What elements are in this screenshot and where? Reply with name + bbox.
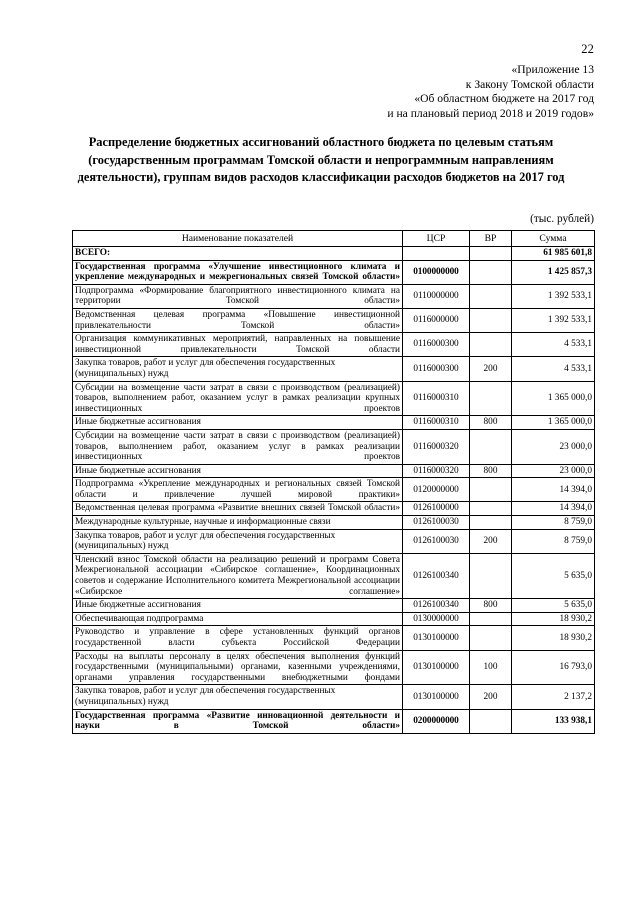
- cell-amount: 2 137,2: [512, 685, 595, 709]
- cell-indicator-name: Ведомственная целевая программа «Повышение инвестиционной привлекательности Томской области»: [73, 308, 403, 332]
- cell-indicator-name: Субсидии на возмещение части затрат в связи с производством (реализацией) товаров, выполнением работ, оказанием услуг в рамках реализации инвестиционных проектов: [73, 429, 403, 464]
- cell-vr-code: [470, 429, 512, 464]
- cell-indicator-name: Государственная программа «Улучшение инвестиционного климата и укрепление международных и межрегиональных связей Томской области»: [73, 260, 403, 284]
- cell-amount: 4 533,1: [512, 333, 595, 357]
- cell-vr-code: [470, 284, 512, 308]
- table-header-row: [73, 231, 595, 247]
- table-body: [73, 247, 595, 734]
- cell-vr-code: [470, 333, 512, 357]
- cell-indicator-name: Подпрограмма «Укрепление международных и региональных связей Томской области и привлечение лучшей мировой практики»: [73, 478, 403, 502]
- cell-csr-code: 0126100000: [403, 502, 470, 516]
- units-caption: (тыс. рублей): [530, 213, 594, 225]
- table-row: [73, 429, 595, 464]
- table-row: [73, 553, 595, 598]
- appendix-reference-line-1: «Приложение 13: [511, 63, 594, 76]
- cell-csr-code: 0116000320: [403, 429, 470, 464]
- cell-amount: 133 938,1: [512, 709, 595, 733]
- cell-vr-code: [470, 247, 512, 261]
- cell-amount: 18 930,2: [512, 626, 595, 650]
- cell-amount: 4 533,1: [512, 357, 595, 381]
- cell-amount: 8 759,0: [512, 529, 595, 553]
- cell-csr-code: 0110000000: [403, 284, 470, 308]
- table-row: [73, 381, 595, 416]
- cell-amount: 16 793,0: [512, 650, 595, 685]
- column-header-name: Наименование показателей: [73, 231, 403, 247]
- cell-amount: 1 365 000,0: [512, 416, 595, 430]
- cell-amount: 1 365 000,0: [512, 381, 595, 416]
- budget-allocations-table: [72, 230, 595, 734]
- cell-indicator-name: ВСЕГО:: [73, 247, 403, 261]
- table-row: [73, 284, 595, 308]
- table-row: [73, 626, 595, 650]
- table-row: [73, 357, 595, 381]
- cell-vr-code: 200: [470, 685, 512, 709]
- cell-vr-code: 200: [470, 529, 512, 553]
- table-row: [73, 464, 595, 478]
- table-row: [73, 599, 595, 613]
- column-header-csr: ЦСР: [403, 231, 470, 247]
- cell-indicator-name: Ведомственная целевая программа «Развитие внешних связей Томской области»: [73, 502, 403, 516]
- cell-amount: 14 394,0: [512, 478, 595, 502]
- cell-vr-code: [470, 381, 512, 416]
- cell-indicator-name: Закупка товаров, работ и услуг для обеспечения государственных (муниципальных) нужд: [73, 357, 403, 381]
- cell-csr-code: 0116000320: [403, 464, 470, 478]
- table-row: [73, 685, 595, 709]
- cell-indicator-name: Организация коммуникативных мероприятий, направленных на повышение инвестиционной привлекательности Томской области: [73, 333, 403, 357]
- cell-csr-code: 0130100000: [403, 626, 470, 650]
- cell-vr-code: [470, 516, 512, 530]
- cell-amount: 23 000,0: [512, 464, 595, 478]
- cell-indicator-name: Субсидии на возмещение части затрат в связи с производством (реализацией) товаров, выполнением работ, оказанием услуг в рамках реализации крупных инвестиционных проектов: [73, 381, 403, 416]
- cell-amount: 1 392 533,1: [512, 308, 595, 332]
- table-row: [73, 502, 595, 516]
- cell-vr-code: [470, 612, 512, 626]
- cell-vr-code: [470, 626, 512, 650]
- cell-amount: 18 930,2: [512, 612, 595, 626]
- table-row: [73, 416, 595, 430]
- cell-indicator-name: Членский взнос Томской области на реализацию решений и программ Совета Межрегиональной ассоциации «Сибирское соглашение», Координационных советов и содержание Исполнительного комитета Межрегиональной ассоциации «Сибирское соглашение»: [73, 553, 403, 598]
- cell-vr-code: [470, 709, 512, 733]
- cell-indicator-name: Международные культурные, научные и информационные связи: [73, 516, 403, 530]
- cell-csr-code: 0116000310: [403, 416, 470, 430]
- appendix-reference-line-3: «Об областном бюджете на 2017 год: [414, 92, 594, 106]
- table-header: [73, 231, 595, 247]
- table-row: [73, 516, 595, 530]
- appendix-reference-line-4: и на плановый период 2018 и 2019 годов»: [387, 106, 594, 120]
- cell-indicator-name: Закупка товаров, работ и услуг для обеспечения государственных (муниципальных) нужд: [73, 685, 403, 709]
- cell-amount: 5 635,0: [512, 553, 595, 598]
- cell-indicator-name: Иные бюджетные ассигнования: [73, 416, 403, 430]
- cell-vr-code: 800: [470, 416, 512, 430]
- cell-indicator-name: Обеспечивающая подпрограмма: [73, 612, 403, 626]
- cell-vr-code: [470, 502, 512, 516]
- cell-csr-code: 0126100340: [403, 599, 470, 613]
- cell-indicator-name: Подпрограмма «Формирование благоприятного инвестиционного климата на территории Томской области»: [73, 284, 403, 308]
- table-row: [73, 709, 595, 733]
- page-number: 22: [581, 42, 594, 56]
- cell-vr-code: 800: [470, 599, 512, 613]
- cell-csr-code: 0130100000: [403, 685, 470, 709]
- cell-vr-code: 200: [470, 357, 512, 381]
- cell-vr-code: [470, 553, 512, 598]
- table-row: [73, 612, 595, 626]
- cell-csr-code: 0116000000: [403, 308, 470, 332]
- cell-indicator-name: Закупка товаров, работ и услуг для обеспечения государственных (муниципальных) нужд: [73, 529, 403, 553]
- cell-vr-code: [470, 478, 512, 502]
- table-row: [73, 650, 595, 685]
- table-row: [73, 333, 595, 357]
- column-header-sum: Сумма: [512, 231, 595, 247]
- appendix-reference: [387, 63, 594, 121]
- cell-csr-code: 0116000310: [403, 381, 470, 416]
- cell-indicator-name: Государственная программа «Развитие инновационной деятельности и науки в Томской области»: [73, 709, 403, 733]
- cell-csr-code: 0126100340: [403, 553, 470, 598]
- table-row: [73, 478, 595, 502]
- cell-csr-code: 0126100030: [403, 516, 470, 530]
- cell-csr-code: 0200000000: [403, 709, 470, 733]
- cell-amount: 8 759,0: [512, 516, 595, 530]
- cell-csr-code: 0116000300: [403, 333, 470, 357]
- cell-csr-code: 0116000300: [403, 357, 470, 381]
- table-row: [73, 247, 595, 261]
- cell-csr-code: 0120000000: [403, 478, 470, 502]
- cell-vr-code: 100: [470, 650, 512, 685]
- column-header-vr: ВР: [470, 231, 512, 247]
- cell-vr-code: [470, 308, 512, 332]
- appendix-reference-line-2: к Закону Томской области: [465, 77, 594, 91]
- cell-csr-code: [403, 247, 470, 261]
- cell-vr-code: 800: [470, 464, 512, 478]
- cell-amount: 61 985 601,8: [512, 247, 595, 261]
- cell-csr-code: 0130100000: [403, 650, 470, 685]
- cell-vr-code: [470, 260, 512, 284]
- cell-indicator-name: Иные бюджетные ассигнования: [73, 599, 403, 613]
- table-row: [73, 260, 595, 284]
- page-title: Распределение бюджетных ассигнований областного бюджета по целевым статьям (государственным программам Томской области и непрограммным направлениям деятельности), группам видов расходов классификации расходов бюджетов на 2017 год: [77, 135, 565, 185]
- cell-indicator-name: Расходы на выплаты персоналу в целях обеспечения выполнения функций государственными (муниципальными) органами, казенными учреждениями, органами управления государственными внебюджетными фондами: [73, 650, 403, 685]
- cell-indicator-name: Иные бюджетные ассигнования: [73, 464, 403, 478]
- cell-amount: 1 425 857,3: [512, 260, 595, 284]
- cell-csr-code: 0130000000: [403, 612, 470, 626]
- budget-table-container: [72, 230, 594, 734]
- cell-amount: 1 392 533,1: [512, 284, 595, 308]
- cell-csr-code: 0126100030: [403, 529, 470, 553]
- table-row: [73, 529, 595, 553]
- cell-amount: 14 394,0: [512, 502, 595, 516]
- cell-amount: 23 000,0: [512, 429, 595, 464]
- cell-csr-code: 0100000000: [403, 260, 470, 284]
- cell-indicator-name: Руководство и управление в сфере установленных функций органов государственной власти субъекта Российской Федерации: [73, 626, 403, 650]
- table-row: [73, 308, 595, 332]
- cell-amount: 5 635,0: [512, 599, 595, 613]
